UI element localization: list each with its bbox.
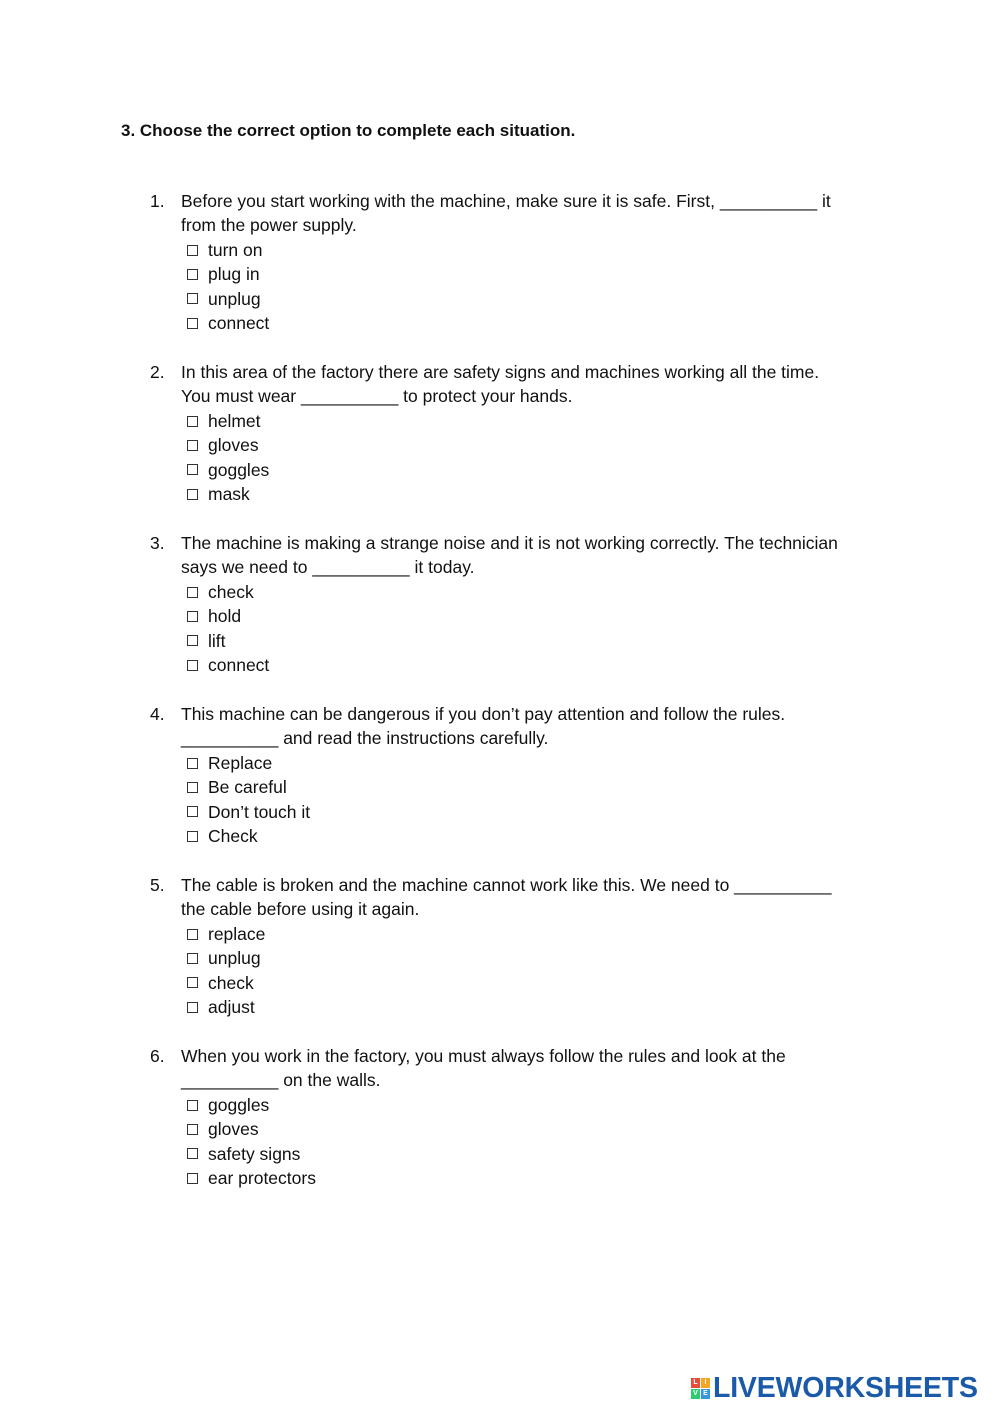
checkbox-icon[interactable] <box>187 1100 198 1111</box>
checkbox-icon[interactable] <box>187 806 198 817</box>
option-label: safety signs <box>208 1143 301 1164</box>
question-item <box>150 1044 880 1215</box>
question-text: This machine can be dangerous if you don’t pay attention and follow the rules. __________ and read the instructions carefully. <box>181 704 786 749</box>
checkbox-icon[interactable] <box>187 464 198 475</box>
option-checkbox[interactable] <box>187 653 880 677</box>
question-item <box>150 873 880 1044</box>
checkbox-icon[interactable] <box>187 440 198 451</box>
question-number: 1. <box>150 191 165 211</box>
option-label: gloves <box>208 1119 259 1140</box>
option-checkbox[interactable] <box>187 433 880 457</box>
option-list <box>181 1093 880 1191</box>
checkbox-icon[interactable] <box>187 245 198 256</box>
question-text: The cable is broken and the machine cannot work like this. We need to __________ the cable before using it again. <box>181 875 832 920</box>
option-label: turn on <box>208 239 263 260</box>
option-label: unplug <box>208 288 261 309</box>
checkbox-icon[interactable] <box>187 831 198 842</box>
question-text: Before you start working with the machine, make sure it is safe. First, __________ it from the power supply. <box>181 191 831 236</box>
logo-mark-letter: I <box>701 1378 710 1388</box>
option-checkbox[interactable] <box>187 1117 880 1141</box>
option-checkbox[interactable] <box>187 824 880 848</box>
question-text: The machine is making a strange noise and it is not working correctly. The technician says we need to __________ it today. <box>181 533 838 578</box>
question-item <box>150 531 880 702</box>
question-number: 3. <box>150 533 165 553</box>
question-text: When you work in the factory, you must always follow the rules and look at the __________ on the walls. <box>181 1046 786 1091</box>
option-label: ear protectors <box>208 1168 316 1189</box>
checkbox-icon[interactable] <box>187 635 198 646</box>
option-checkbox[interactable] <box>187 262 880 286</box>
option-label: gloves <box>208 435 259 456</box>
option-checkbox[interactable] <box>187 1093 880 1117</box>
option-checkbox[interactable] <box>187 287 880 311</box>
option-checkbox[interactable] <box>187 946 880 970</box>
question-number: 5. <box>150 875 165 895</box>
checkbox-icon[interactable] <box>187 269 198 280</box>
question-number: 6. <box>150 1046 165 1066</box>
option-label: Check <box>208 826 258 847</box>
option-checkbox[interactable] <box>187 580 880 604</box>
option-checkbox[interactable] <box>187 1142 880 1166</box>
option-checkbox[interactable] <box>187 311 880 335</box>
question-item <box>150 189 880 360</box>
option-list <box>181 751 880 849</box>
logo-mark-letter: L <box>691 1378 700 1388</box>
option-checkbox[interactable] <box>187 751 880 775</box>
checkbox-icon[interactable] <box>187 1124 198 1135</box>
checkbox-icon[interactable] <box>187 293 198 304</box>
option-checkbox[interactable] <box>187 775 880 799</box>
checkbox-icon[interactable] <box>187 489 198 500</box>
liveworksheets-logo <box>691 1373 978 1403</box>
option-label: replace <box>208 923 266 944</box>
checkbox-icon[interactable] <box>187 1148 198 1159</box>
option-label: check <box>208 972 254 993</box>
option-checkbox[interactable] <box>187 629 880 653</box>
checkbox-icon[interactable] <box>187 929 198 940</box>
option-label: goggles <box>208 1094 270 1115</box>
option-label: lift <box>208 630 226 651</box>
option-checkbox[interactable] <box>187 1166 880 1190</box>
option-label: goggles <box>208 459 270 480</box>
question-list <box>150 189 880 1215</box>
question-item <box>150 702 880 873</box>
checkbox-icon[interactable] <box>187 416 198 427</box>
option-list <box>181 409 880 507</box>
checkbox-icon[interactable] <box>187 953 198 964</box>
checkbox-icon[interactable] <box>187 977 198 988</box>
option-checkbox[interactable] <box>187 800 880 824</box>
option-label: Be careful <box>208 777 287 798</box>
question-text: In this area of the factory there are safety signs and machines working all the time. You must wear __________ to protect your hands. <box>181 362 820 407</box>
option-checkbox[interactable] <box>187 995 880 1019</box>
logo-mark-letter: E <box>701 1389 710 1399</box>
checkbox-icon[interactable] <box>187 318 198 329</box>
checkbox-icon[interactable] <box>187 587 198 598</box>
option-label: helmet <box>208 410 261 431</box>
checkbox-icon[interactable] <box>187 1002 198 1013</box>
option-checkbox[interactable] <box>187 458 880 482</box>
checkbox-icon[interactable] <box>187 782 198 793</box>
question-item <box>150 360 880 531</box>
option-label: unplug <box>208 948 261 969</box>
liveworksheets-logo-icon <box>691 1378 710 1399</box>
option-list <box>181 238 880 336</box>
option-label: mask <box>208 484 250 505</box>
logo-mark-letter: V <box>691 1389 700 1399</box>
option-list <box>181 922 880 1020</box>
option-checkbox[interactable] <box>187 482 880 506</box>
option-checkbox[interactable] <box>187 604 880 628</box>
option-label: Replace <box>208 752 273 773</box>
question-number: 4. <box>150 704 165 724</box>
option-label: connect <box>208 313 270 334</box>
option-checkbox[interactable] <box>187 922 880 946</box>
option-label: plug in <box>208 264 260 285</box>
option-label: connect <box>208 655 270 676</box>
option-label: adjust <box>208 997 255 1018</box>
checkbox-icon[interactable] <box>187 660 198 671</box>
option-checkbox[interactable] <box>187 238 880 262</box>
option-checkbox[interactable] <box>187 971 880 995</box>
option-list <box>181 580 880 678</box>
logo-text: LIVEWORKSHEETS <box>713 1371 978 1404</box>
option-label: Don’t touch it <box>208 801 311 822</box>
option-label: check <box>208 581 254 602</box>
checkbox-icon[interactable] <box>187 1173 198 1184</box>
option-label: hold <box>208 606 242 627</box>
option-checkbox[interactable] <box>187 409 880 433</box>
page-title: 3. Choose the correct option to complete each situation. <box>121 121 576 140</box>
question-number: 2. <box>150 362 165 382</box>
checkbox-icon[interactable] <box>187 758 198 769</box>
checkbox-icon[interactable] <box>187 611 198 622</box>
